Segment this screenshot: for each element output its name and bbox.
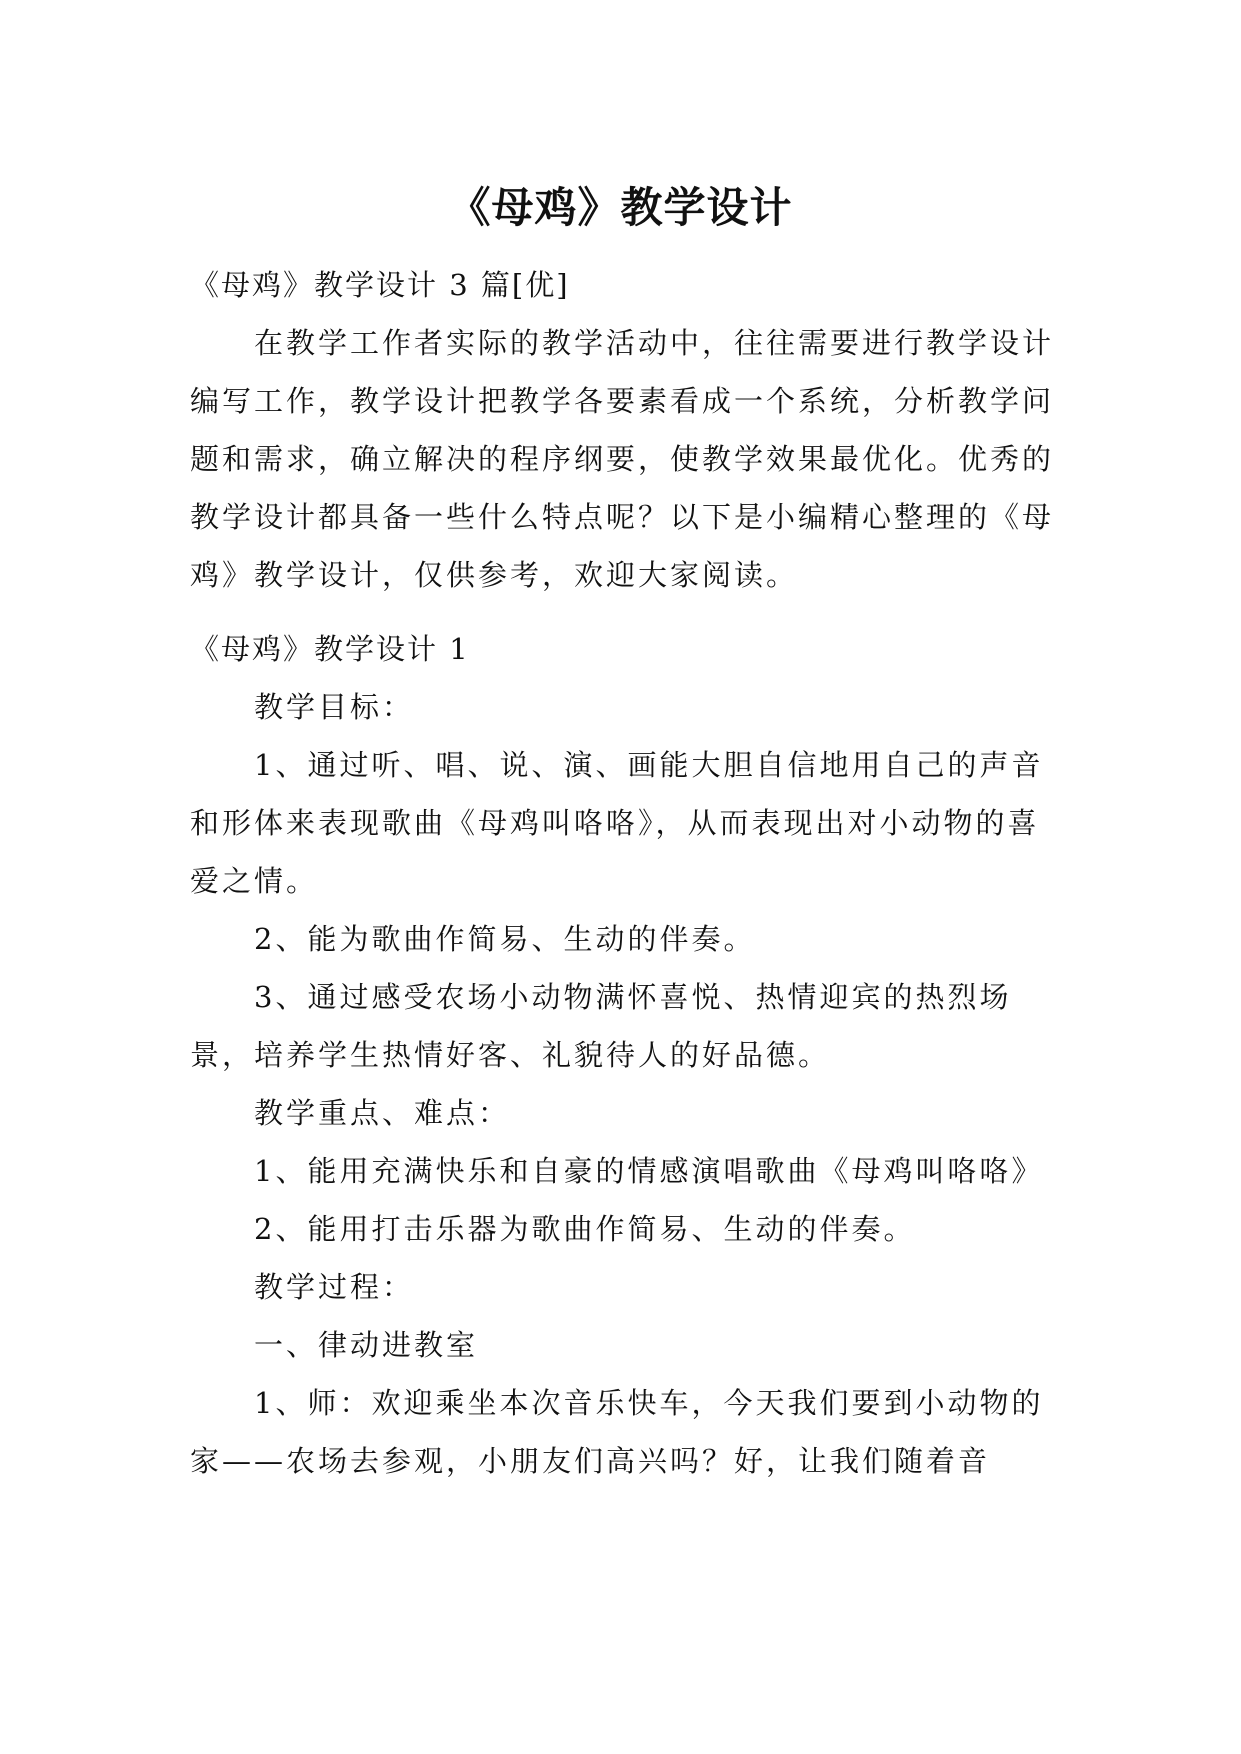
document-title: 《母鸡》教学设计	[448, 183, 793, 233]
section-1-heading: 《母鸡》教学设计 1	[190, 632, 470, 666]
teaching-goals-label: 教学目标：	[254, 690, 415, 724]
process-step-1: 1、师：欢迎乘坐本次音乐快车，今天我们要到小动物的家——农场去参观，小朋友们高兴吗？好，让我们随着音	[190, 1386, 1044, 1478]
key-points-label: 教学重点、难点：	[254, 1096, 511, 1130]
intro-section	[190, 256, 1070, 604]
process-step-heading: 一、律动进教室	[254, 1328, 479, 1362]
key-point-2: 2、能用打击乐器为歌曲作简易、生动的伴奏。	[254, 1212, 916, 1246]
intro-heading: 《母鸡》教学设计 3 篇[优]	[190, 268, 570, 302]
teaching-goal-1: 1、通过听、唱、说、演、画能大胆自信地用自己的声音和形体来表现歌曲《母鸡叫咯咯》，从而表现出对小动物的喜爱之情。	[190, 748, 1044, 898]
teaching-process-label: 教学过程：	[254, 1270, 415, 1304]
intro-paragraph: 在教学工作者实际的教学活动中，往往需要进行教学设计编写工作，教学设计把教学各要素看成一个系统，分析教学问题和需求，确立解决的程序纲要，使教学效果最优化。优秀的教学设计都具备一些什么特点呢？以下是小编精心整理的《母鸡》教学设计，仅供参考，欢迎大家阅读。	[190, 326, 1055, 592]
teaching-goal-3: 3、通过感受农场小动物满怀喜悦、热情迎宾的热烈场景，培养学生热情好客、礼貌待人的好品德。	[190, 980, 1012, 1072]
key-point-1: 1、能用充满快乐和自豪的情感演唱歌曲《母鸡叫咯咯》	[254, 1154, 1044, 1188]
teaching-goal-2: 2、能为歌曲作简易、生动的伴奏。	[254, 922, 756, 956]
section-1	[190, 620, 1070, 1490]
